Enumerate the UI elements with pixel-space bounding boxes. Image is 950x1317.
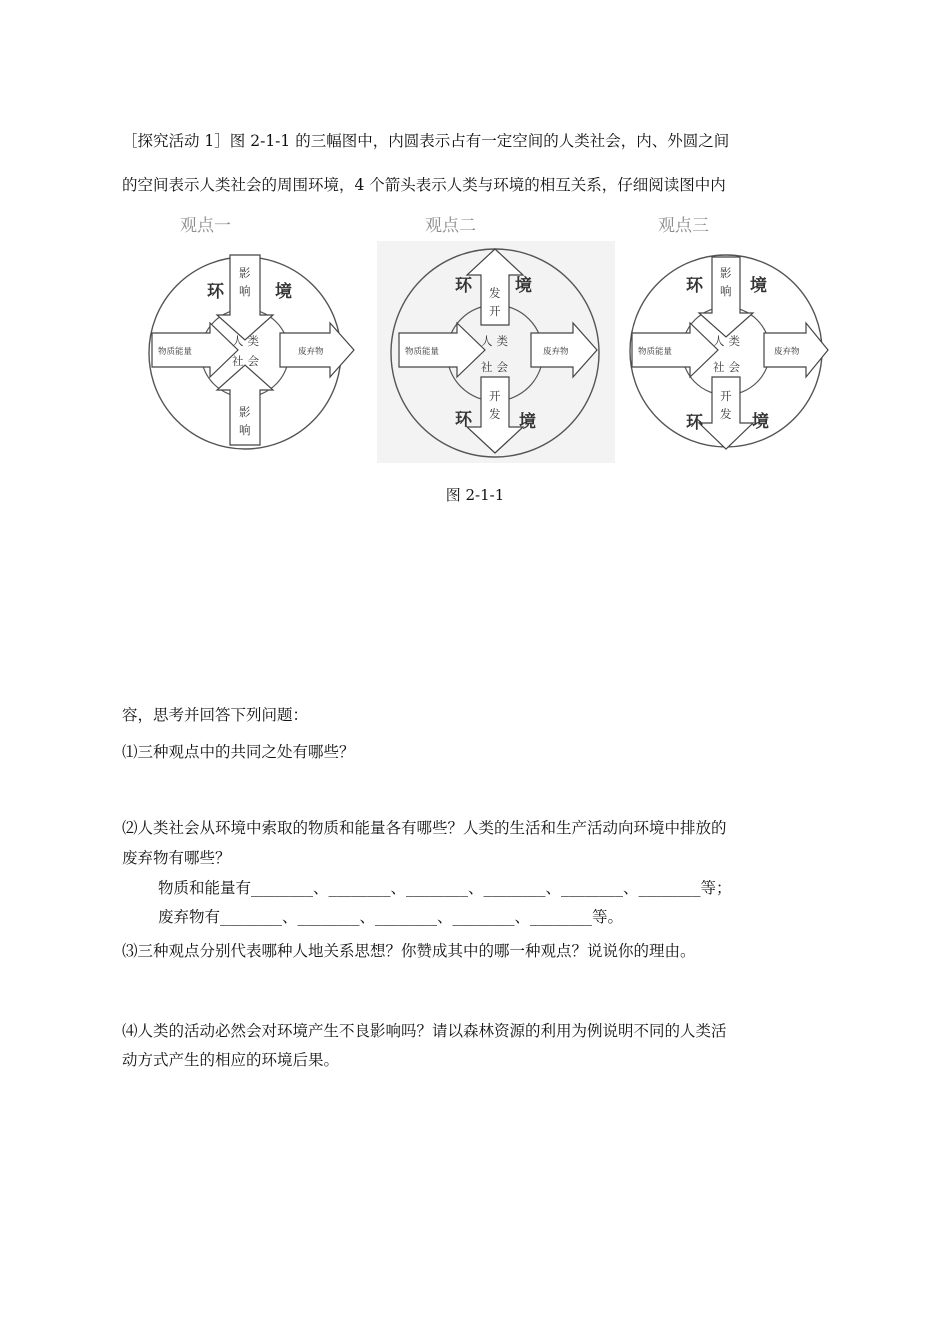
svg-text:开: 开 xyxy=(720,389,732,403)
svg-text:社会: 社会 xyxy=(232,354,263,368)
svg-text:发: 发 xyxy=(489,286,501,300)
svg-text:影: 影 xyxy=(239,405,251,419)
svg-text:社会: 社会 xyxy=(481,360,512,374)
figure-caption: 图 2-1-1 xyxy=(445,486,505,504)
figure-panel-3 xyxy=(622,205,837,460)
env-left: 环 xyxy=(455,276,472,296)
question-4-line-1: ⑷人类的活动必然会对环境产生不良影响吗？请以森林资源的利用为例说明不同的人类活 xyxy=(122,1022,727,1040)
env-right: 境 xyxy=(515,276,532,296)
question-1: ⑴三种观点中的共同之处有哪些？ xyxy=(122,743,355,761)
svg-text:影: 影 xyxy=(239,266,251,280)
svg-text:境: 境 xyxy=(519,412,536,432)
svg-text:影: 影 xyxy=(720,266,732,280)
svg-text:发: 发 xyxy=(489,407,501,421)
intro-line-2: 的空间表示人类社会的周围环境，4 个箭头表示人类与环境的相互关系，仔细阅读图中内 xyxy=(122,176,726,194)
figure-panel-2 xyxy=(377,205,617,463)
svg-text:废弃物: 废弃物 xyxy=(298,347,324,357)
svg-text:废弃物: 废弃物 xyxy=(543,347,569,357)
question-2-line-1: ⑵人类社会从环境中索取的物质和能量各有哪些？人类的生活和生产活动向环境中排放的 xyxy=(122,819,727,837)
env-right: 境 xyxy=(750,276,767,296)
svg-text:发: 发 xyxy=(720,407,732,421)
svg-text:人类: 人类 xyxy=(481,334,512,348)
svg-text:废弃物: 废弃物 xyxy=(774,347,800,357)
svg-text:响: 响 xyxy=(239,423,251,437)
svg-text:人类: 人类 xyxy=(713,334,744,348)
intro-line-1: ［探究活动 1］图 2-1-1 的三幅图中，内圆表示占有一定空间的人类社会，内、外圆之间 xyxy=(122,132,730,150)
svg-text:社会: 社会 xyxy=(713,360,744,374)
svg-text:境: 境 xyxy=(752,412,769,432)
panel-title: 观点二 xyxy=(425,216,476,236)
fill-in-waste: 废弃物有________、________、________、________、________等。 xyxy=(158,908,624,926)
figure-panel-1 xyxy=(140,205,370,460)
svg-text:物质能量: 物质能量 xyxy=(405,347,440,357)
svg-text:环: 环 xyxy=(686,413,703,433)
svg-text:响: 响 xyxy=(239,284,251,298)
svg-text:开: 开 xyxy=(489,304,501,318)
env-left: 环 xyxy=(686,276,703,296)
panel-title: 观点三 xyxy=(658,216,709,236)
env-right: 境 xyxy=(275,282,292,302)
svg-text:响: 响 xyxy=(720,284,732,298)
question-intro: 容，思考并回答下列问题： xyxy=(122,706,309,724)
question-4-line-2: 动方式产生的相应的环境后果。 xyxy=(122,1051,340,1069)
panel-title: 观点一 xyxy=(180,216,231,236)
svg-text:开: 开 xyxy=(489,389,501,403)
env-left: 环 xyxy=(207,282,224,302)
question-3: ⑶三种观点分别代表哪种人地关系思想？你赞成其中的哪一种观点？说说你的理由。 xyxy=(122,942,696,960)
question-2-line-2: 废弃物有哪些？ xyxy=(122,849,231,867)
svg-text:人类: 人类 xyxy=(232,334,263,348)
svg-text:物质能量: 物质能量 xyxy=(158,347,193,357)
fill-in-materials: 物质和能量有________、________、________、________、________、________等； xyxy=(158,879,732,897)
svg-text:物质能量: 物质能量 xyxy=(638,347,673,357)
svg-text:环: 环 xyxy=(455,410,472,430)
